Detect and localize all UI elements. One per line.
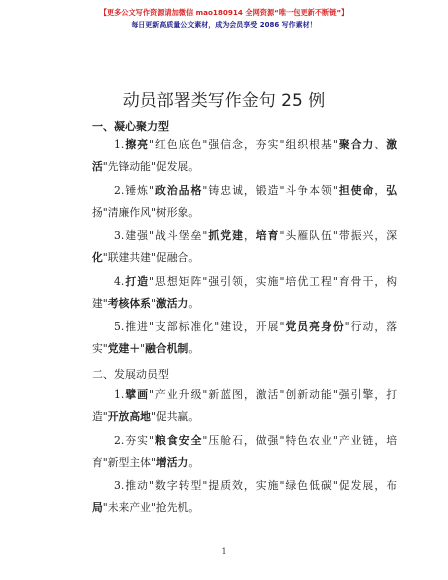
document-title: 动员部署类写作金句 25 例: [122, 91, 326, 111]
page-number: 1: [221, 547, 227, 556]
list-item: 2.锤炼"政治品格"铸忠诚，锻造"斗争本领"担使命，弘扬"清廉作风"树形象。: [92, 184, 398, 219]
list-item: 3.建强"战斗堡垒"抓党建，培育"头雁队伍"带振兴，深化"联建共建"促融合。: [92, 229, 398, 264]
list-item: 1.擘画"产业升级"新蓝图，激活"创新动能"强引擎，打造"开放高地"促共赢。: [92, 388, 397, 423]
list-item: 3.推动"数字转型"提质效，实施"绿色低碳"促发展，布局"未来产业"抢先机。: [92, 479, 397, 514]
list-item: 4.打造"思想矩阵"强引领，实施"培优工程"育骨干，构建"考核体系"激活力。: [92, 275, 397, 310]
section-heading-2: 二、发展动员型: [92, 368, 169, 381]
list-item: 5.推进"支部标准化"建设，开展"党员亮身份"行动，落实"党建＋"融合机制。: [92, 320, 398, 355]
promo-banner-line-2: 每日更新高质量公文素材，成为会员享受 2086 写作素材！: [131, 21, 317, 29]
list-item: 1.擦亮"红色底色"强信念，夯实"组织根基"聚合力、激活"先锋动能"促发展。: [92, 138, 398, 173]
list-item: 2.夯实"粮食安全"压舱石，做强"特色农业"产业链，培育"新型主体"增活力。: [92, 434, 397, 469]
promo-banner-line-1: 【更多公文写作资源请加微信 mao180914 全网资源“唯一包更新不断链”】: [99, 8, 349, 17]
section-heading-1: 一、凝心聚力型: [92, 120, 169, 133]
